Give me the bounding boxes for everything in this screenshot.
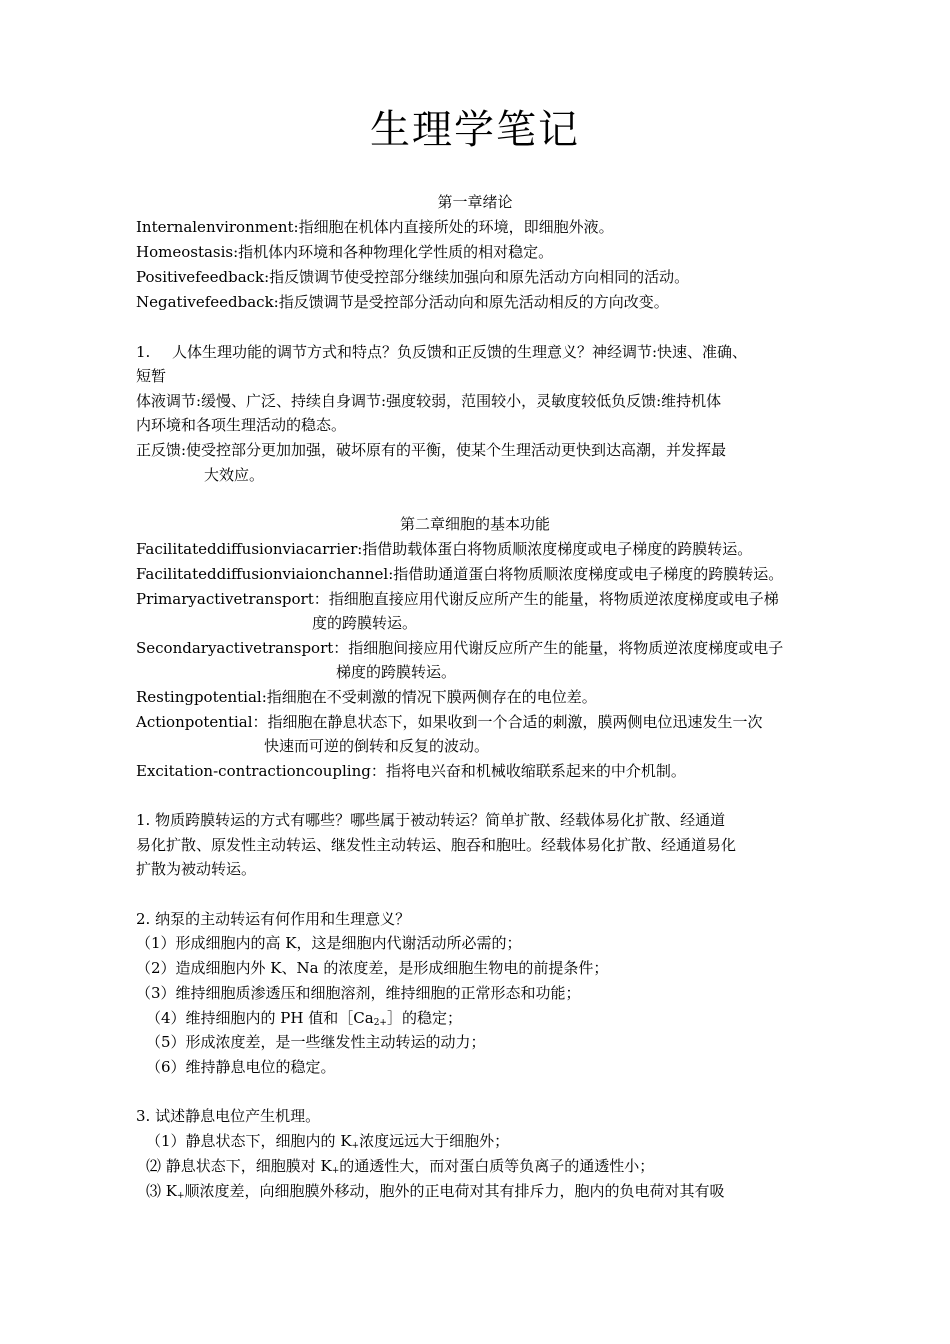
answer-text: ⑵ 静息状态下，细胞膜对 K	[146, 1157, 332, 1175]
answer-text: 顺浓度差，向细胞膜外移动，胞外的正电荷对其有排斥力，胞内的负电荷对其有吸	[184, 1182, 725, 1200]
definition-line: Excitation-contractioncoupling：指将电兴奋和机械收缩联系起来的中介机制。	[136, 762, 686, 780]
answer-line: 易化扩散、原发性主动转运、继发性主动转运、胞吞和胞吐。经载体易化扩散、经通道易化	[136, 836, 737, 854]
answer-line: （6）维持静息电位的稳定。	[146, 1058, 336, 1076]
answer-line: 正反馈:使受控部分更加加强，破坏原有的平衡，使某个生理活动更快到达高潮，并发挥最	[136, 441, 727, 459]
definition-line: Restingpotential:指细胞在不受刺激的情况下膜两侧存在的电位差。	[136, 688, 597, 706]
answer-text: （1）静息状态下，细胞内的 K	[146, 1132, 352, 1150]
definition-line: Actionpotential：指细胞在静息状态下，如果收到一个合适的刺激，膜两侧电位迅速发生一次	[136, 713, 763, 731]
answer-line: 内环境和各项生理活动的稳态。	[136, 416, 347, 434]
definition-line: Facilitateddiffusionviaionchannel:指借助通道蛋白将物质顺浓度梯度或电子梯度的跨膜转运。	[136, 565, 784, 583]
answer-line: （3）维持细胞质渗透压和细胞溶剂，维持细胞的正常形态和功能；	[136, 984, 581, 1002]
question-line: 2. 纳泵的主动转运有何作用和生理意义？	[136, 910, 411, 928]
answer-line: （2）造成细胞内外 K、Na 的浓度差，是形成细胞生物电的前提条件；	[136, 959, 609, 977]
superscript: +	[176, 1191, 185, 1201]
definition-line: Primaryactivetransport：指细胞直接应用代谢反应所产生的能量，将物质逆浓度梯度或电子梯	[136, 590, 779, 608]
chapter-heading: 第一章绪论	[437, 193, 513, 211]
superscript: +	[351, 1141, 360, 1151]
answer-line	[146, 1154, 846, 1181]
definition-line: Facilitateddiffusionviacarrier:指借助载体蛋白将物质顺浓度梯度或电子梯度的跨膜转运。	[136, 540, 753, 558]
answer-text: ⑶ K	[146, 1182, 177, 1200]
chapter-heading: 第二章细胞的基本功能	[399, 515, 550, 533]
answer-text: （4）维持细胞内的 PH 值和［Ca	[146, 1009, 374, 1027]
question-line: 3. 试述静息电位产生机理。	[136, 1107, 321, 1125]
definition-line: 快速而可逆的倒转和反复的波动。	[264, 737, 490, 755]
answer-line: 大效应。	[204, 466, 265, 484]
answer-text: 的通透性大，而对蛋白质等负离子的通透性小；	[339, 1157, 655, 1175]
question-line: 1. 物质跨膜转运的方式有哪些？哪些属于被动转运？简单扩散、经载体易化扩散、经通道	[136, 811, 726, 829]
definition-line: Positivefeedback:指反馈调节使受控部分继续加强向和原先活动方向相同的活动。	[136, 268, 690, 286]
answer-line: （1）形成细胞内的高 K，这是细胞内代谢活动所必需的；	[136, 934, 522, 952]
definition-line: 梯度的跨膜转运。	[336, 663, 457, 681]
question-line	[136, 340, 836, 364]
document-title: 生理学笔记	[370, 107, 580, 153]
answer-text: 浓度远远大于细胞外；	[359, 1132, 510, 1150]
answer-line	[146, 1179, 846, 1206]
definition-line: Negativefeedback:指反馈调节是受控部分活动向和原先活动相反的方向改变。	[136, 293, 669, 311]
question-text: 人体生理功能的调节方式和特点？负反馈和正反馈的生理意义？神经调节:快速、准确、	[172, 343, 748, 361]
answer-line: 扩散为被动转运。	[136, 860, 257, 878]
superscript: +	[331, 1166, 340, 1176]
definition-line: Internalenvironment:指细胞在机体内直接所处的环境，即细胞外液。	[136, 218, 614, 236]
answer-line: 短暂	[136, 367, 167, 385]
question-number: 1.	[136, 343, 151, 361]
definition-line: Homeostasis:指机体内环境和各种物理化学性质的相对稳定。	[136, 243, 554, 261]
superscript: 2+	[373, 1018, 387, 1028]
definition-line: Secondaryactivetransport：指细胞间接应用代谢反应所产生的能量，将物质逆浓度梯度或电子	[136, 639, 784, 657]
answer-line	[146, 1006, 846, 1033]
answer-text: ］的稳定；	[386, 1009, 462, 1027]
definition-line: 度的跨膜转运。	[312, 614, 418, 632]
answer-line: 体液调节:缓慢、广泛、持续自身调节:强度较弱，范围较小，灵敏度较低负反馈:维持机体	[136, 392, 722, 410]
answer-line	[146, 1129, 846, 1156]
answer-line: （5）形成浓度差，是一些继发性主动转运的动力；	[146, 1033, 486, 1051]
